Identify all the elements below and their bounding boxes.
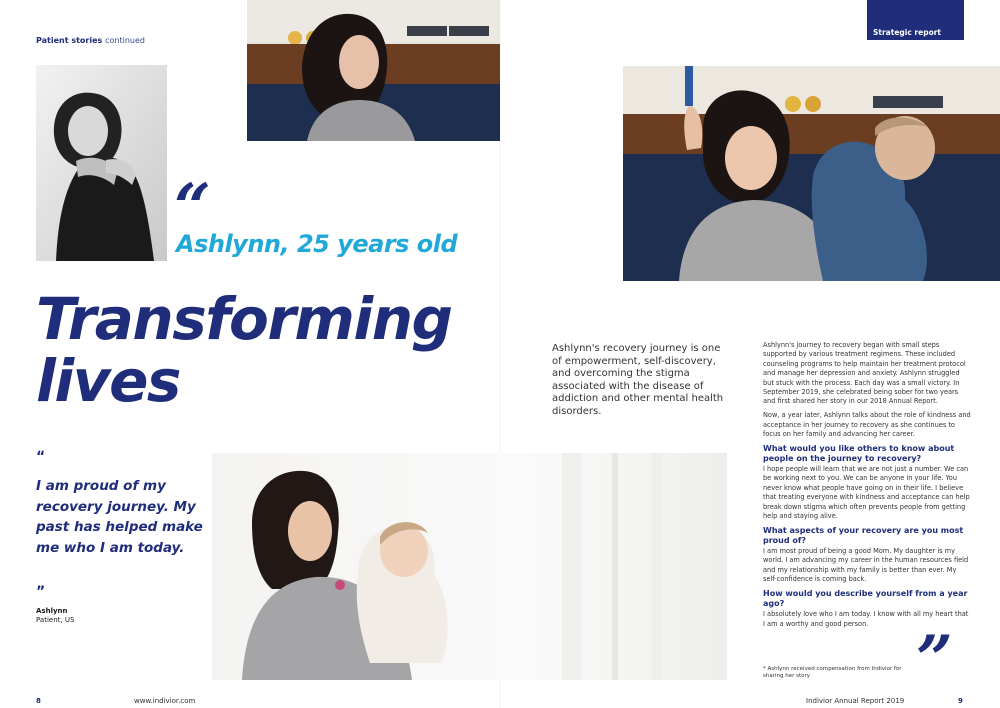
pullquote-text: I am proud of my recovery journey. My past has helped make me who I am today.	[36, 478, 203, 556]
opening-quote-mark: “	[174, 170, 211, 245]
website-link[interactable]: www.indivior.com	[134, 697, 196, 705]
closing-quote-mark: ”	[916, 622, 953, 697]
body-paragraph-1: Ashlynn's journey to recovery began with small steps supported by various treatment regimens. These included counseling programs to help maintain her treatment protocol and manage her depression and anxiety. Ashlynn struggled but stuck with the process. Each day was a small victory. In September 2019, she celebrated being sober for two years and first shared her story in our 2018 Annual Report.	[763, 341, 966, 406]
mother-baby-laughing-photo	[623, 66, 1000, 281]
intro-paragraph: Ashlynn's recovery journey is one of empowerment, self-discovery, and overcoming the stigma associated with the disease of addiction and other mental health disorders.	[552, 343, 724, 417]
section-continued: continued	[105, 36, 145, 45]
answer-1: I hope people will learn that we are not just a number. We can be working next to you. We can be anyone in your life. You never know what people have going on in their life. I believe that treating everyone with kindness and acceptance can help break down stigma which often prevents people from getting help and staying alive.	[763, 465, 970, 521]
section-label	[36, 36, 145, 45]
bw-portrait-photo	[36, 65, 167, 261]
subject-name: Ashlynn, 25 years old	[176, 230, 458, 258]
footnote: * Ashlynn received compensation from Indivior for sharing her story	[763, 666, 902, 680]
pullquote-close-mark: ”	[36, 584, 46, 600]
report-title: Indivior Annual Report 2019	[806, 697, 905, 705]
page-number-right: 9	[958, 697, 963, 705]
body-column	[763, 341, 971, 633]
section-title: Patient stories	[36, 36, 103, 45]
answer-2: I am most proud of being a good Mom. My daughter is my world. I am advancing my career in the human resources field and my relationship with my family is better than ever. My self-confidence is coming back.	[763, 547, 969, 584]
page-headline: Transforming lives	[36, 285, 452, 415]
question-3: How would you describe yourself from a year ago?	[763, 589, 968, 609]
body-paragraph-2: Now, a year later, Ashlynn talks about the role of kindness and acceptance in her journey to recovery as she continues to focus on her family and advancing her career.	[763, 411, 971, 439]
answer-3: I absolutely love who I am today. I know with all my heart that I am a worthy and good person.	[763, 610, 969, 628]
pullquote-author: Ashlynn	[36, 607, 68, 615]
pullquote-role: Patient, US	[36, 616, 75, 624]
section-tag: Strategic report	[867, 0, 964, 40]
question-2: What aspects of your recovery are you most proud of?	[763, 526, 964, 545]
mother-holding-baby-photo	[212, 453, 727, 680]
question-1: What would you like others to know about people on the journey to recovery?	[763, 444, 955, 464]
page-number-left: 8	[36, 697, 41, 705]
pullquote-open-mark: “	[36, 449, 46, 465]
profile-photo-top	[247, 0, 500, 141]
